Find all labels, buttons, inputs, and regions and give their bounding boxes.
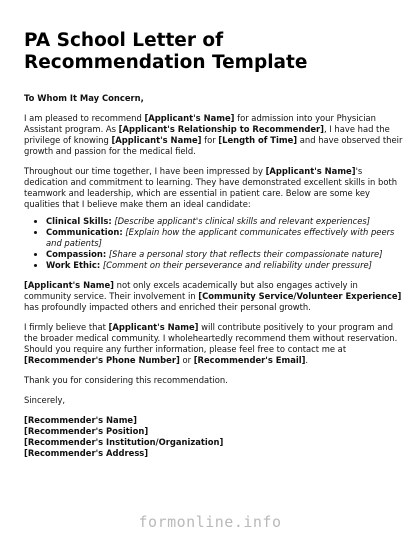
salutation: To Whom It May Concern, <box>24 93 144 103</box>
qualities-list <box>24 216 404 271</box>
recommender-position: [Recommender's Position] <box>24 426 149 436</box>
watermark: formonline.info <box>138 513 282 531</box>
list-item: • Clinical Skills: [Describe applicant's clinical skills and relevant experiences] <box>46 216 404 227</box>
document-page <box>24 30 404 459</box>
document-title: PA School Letter of Recommendation Template <box>24 30 308 73</box>
recommender-institution: [Recommender's Institution/Organization] <box>24 437 224 447</box>
recommender-address: [Recommender's Address] <box>24 448 149 458</box>
closing: Sincerely, <box>24 395 66 405</box>
list-item: • Work Ethic: [Comment on their perseverance and reliability under pressure] <box>46 260 404 271</box>
paragraph-endorsement: I firmly believe that [Applicant's Name] will contribute positively to your program and the broader medical community. I wholeheartedly recommend them without reservation. Should you require any further information, please feel free to contact me at [Recommender's Phone Number] or [Recommender's Email]. <box>24 322 398 365</box>
paragraph-thanks: Thank you for considering this recommendation. <box>24 375 228 385</box>
paragraph-community: [Applicant's Name] not only excels academically but also engages actively in community service. Their involvement in [Community Service/Volunteer Experience] has profoundly impacted others and enriched their personal growth. <box>24 280 402 312</box>
list-item: • Communication: [Explain how the applicant communicates effectively with peers and patients] <box>46 227 404 249</box>
paragraph-intro: I am pleased to recommend [Applicant's Name] for admission into your Physician Assistant program. As [Applicant's Relationship to Recommender], I have had the privilege of knowing [Applicant's Name] for [Length of Time] and have observed their growth and passion for the medical field. <box>24 113 403 156</box>
signature-block <box>24 415 404 459</box>
paragraph-qualities: Throughout our time together, I have been impressed by [Applicant's Name]'s dedication and commitment to learning. They have demonstrated excellent skills in both teamwork and leadership, which are essential in patient care. Below are some key qualities that I believe make them an ideal candidate: <box>24 166 398 209</box>
list-item: • Compassion: [Share a personal story that reflects their compassionate nature] <box>46 249 404 260</box>
recommender-name: [Recommender's Name] <box>24 415 137 425</box>
